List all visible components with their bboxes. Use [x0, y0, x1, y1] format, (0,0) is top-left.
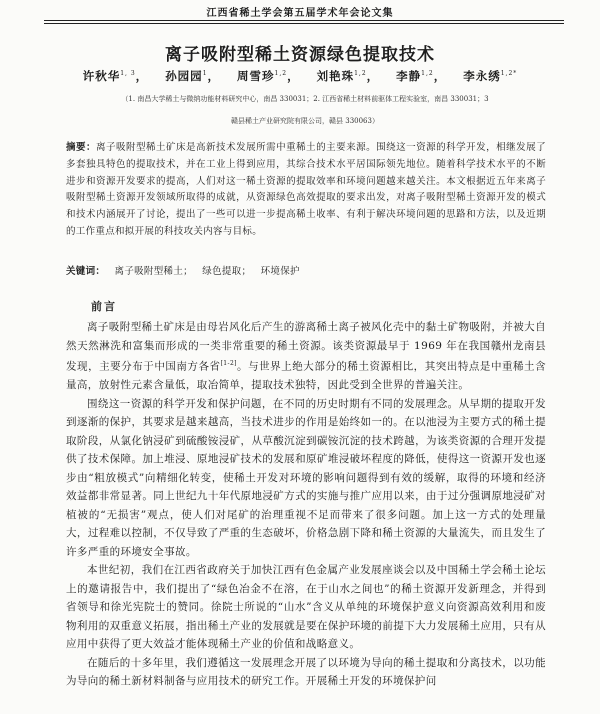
keywords-label: 关键词：: [66, 266, 106, 277]
affiliation-line: （1. 南昌大学稀土与微纳功能材料研究中心，南昌 330031；2. 江西省稀土材料前驱体工程实验室，南昌 330031；3: [121, 95, 489, 103]
author: 孙园园$^1$，: [165, 69, 221, 83]
header-rule: [44, 20, 564, 21]
citation: [1-2]: [220, 360, 237, 367]
keyword: 环境保护: [260, 266, 300, 277]
paragraph: 本世纪初，我们在江西省政府关于加快江西有色金属产业发展座谈会以及中国稀土学会稀土论坛上的邀请报告中，我们提出了“绿色冶金不在溶，在于山水之间也”的稀土资源开发新理念，并得到省领导和徐光宪院士的赞同。徐院士所说的“山水”含义从单纯的环境保护意义向资源高效利用和废物利用的双重意义拓展，指出稀土产业的发展就是要在保护环境的前提下大力发展稀土应用，只有从应用中获得了更大效益才能体现稀土产业的价值和战略意义。: [66, 564, 546, 650]
section-heading: 前言: [91, 300, 117, 313]
paper-title: 离子吸附型稀土资源绿色提取技术: [165, 45, 435, 65]
keyword: 绿色提取: [202, 266, 242, 277]
running-header: 江西省稀土学会第五届学术年会论文集: [206, 8, 394, 19]
paragraph: 离子吸附型稀土矿床是由母岩风化后产生的游离稀土离子被风化壳中的黏土矿物吸附，并被大自然天然淋洗和富集而形成的一类非常重要的稀土资源。该类资源最早于 1969 年在我国赣州龙南县发现，主要分布于中国南方各省[1-2]。与世界上绝大部分的稀土资源相比，其突出特点是中重稀土含量高，放射性元素含量低，取冶简单，提取技术独特，因此受到全世界的普遍关注。: [66, 321, 547, 391]
affiliation-line: 赣县稀土产业研究院有限公司，赣县 330063）: [231, 117, 379, 125]
paragraph: 在随后的十多年里，我们遵循这一发展理念开展了以环境为导向的稀土提取和分离技术，以功能为导向的稀土新材料制备与应用技术的研究工作。开展稀土开发的环境保护问: [66, 656, 546, 687]
abstract-text: 离子吸附型稀土矿床是高新技术发展所需中重稀土的主要来源。围绕这一资源的科学开发，相继发展了多套独具特色的提取技术，并在工业上得到应用，其综合技术水平居国际领先地位。随着科学技术水平的不断进步和资源开发要求的提高，人们对这一稀土资源的提取效率和环境问题越来越关注。本文根据近五年来离子吸附型稀土资源开发领域所取得的成就，从资源绿色高效提取的要求出发，对离子吸附型稀土资源开发的模式和技术内涵展开了讨论，提出了一些可以进一步提高稀土收率、有利于解决环境问题的思路和方法，以及近期的工作重点和拟开展的科技攻关内容与目标。: [66, 142, 546, 237]
paragraph: 围绕这一资源的科学开发和保护问题，在不同的历史时期有不同的发展理念。从早期的提取开发到逐渐的保护，其要求是越来越高，当技术进步的作用是始终如一的。在以池浸为主要方式的稀土提取阶段，从氯化钠浸矿到硫酸铵浸矿，从草酸沉淀到碳铵沉淀的技术跨越，为该类资源的合理开发提供了技术保障。加上堆浸、原地浸矿技术的发展和原矿堆浸破坏程度的降低，使得这一资源开发也逐步由“粗放模式”向精细化转变，使稀土开发对环境的影响问题得到有效的缓解，取得的环境和经济效益都非常显著。同上世纪九十年代原地浸矿方式的实施与推广应用以来，由于过分强调原地浸矿对植被的“无损害”观点，使人们对尾矿的治理重视不足而带来了很多问题。加上这一方式的处理量大，过程难以控制，不仅导致了严重的生态破坏，价格急剧下降和稀土资源的大量流失，而且发生了许多严重的环境安全事故。: [66, 397, 546, 558]
author: 周雪珍$^{1,2}$，: [237, 69, 300, 83]
keywords: 关键词： 离子吸附型稀土； 绿色提取； 环境保护: [66, 266, 300, 277]
header-rule-thin: [44, 23, 564, 24]
author: 刘艳珠$^{1,2}$，: [316, 69, 380, 83]
author: 李永绣$^{1,2*}$: [463, 69, 518, 83]
abstract: [66, 140, 546, 241]
author: 许秋华$^{1, 3}$，: [82, 69, 149, 83]
affiliation: [70, 88, 540, 132]
abstract-label: 摘要：: [66, 142, 97, 153]
body-text: [66, 318, 546, 691]
author-list: [0, 68, 600, 84]
author: 李静$^{1,2}$，: [396, 69, 447, 83]
keyword: 离子吸附型稀土: [114, 266, 184, 277]
